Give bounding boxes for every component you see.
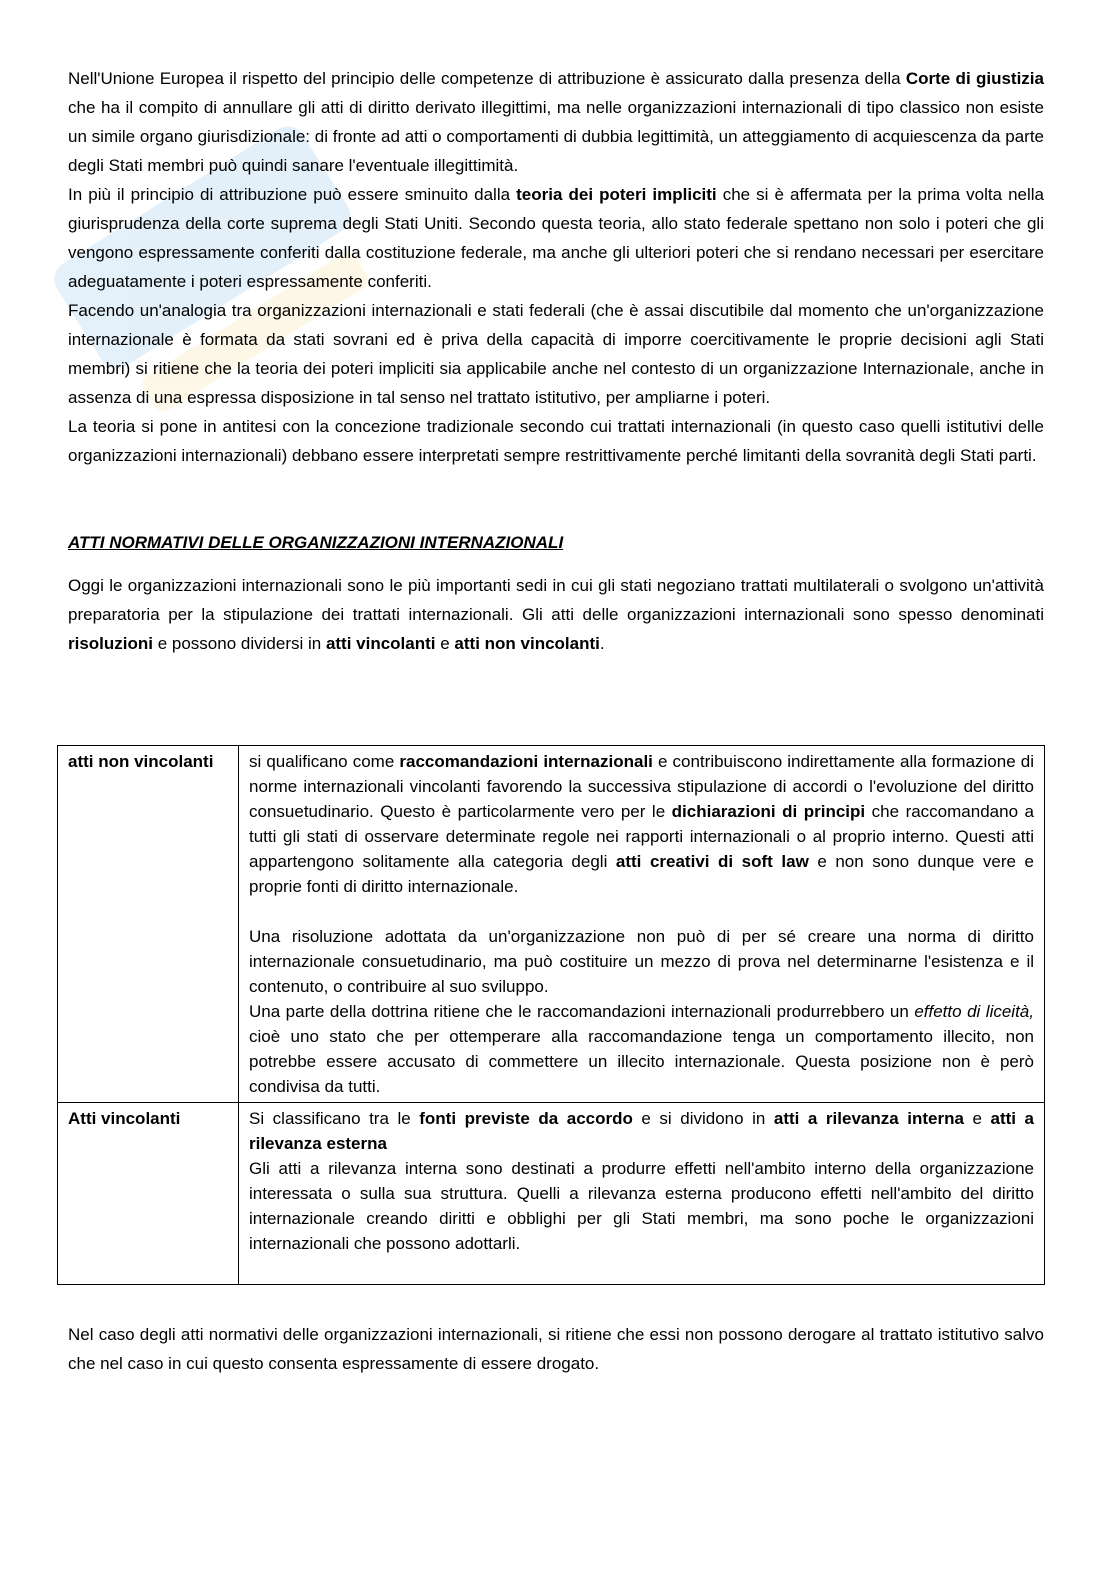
section-heading: ATTI NORMATIVI DELLE ORGANIZZAZIONI INTERNAZIONALI bbox=[68, 533, 564, 552]
paragraph-poteri-impliciti: In più il principio di attribuzione può essere sminuito dalla teoria dei poteri impliciti che si è affermata per la prima volta nella giurisprudenza della corte suprema degli Stati Uniti. Secondo questa teoria, allo stato federale spettano non solo i poteri che gli vengono espressamente conferiti dalla costituzione federale, ma anche gli ulteriori poteri che si rendano necessari per esercitare adeguatamente i poteri espressamente conferiti. bbox=[68, 185, 1045, 291]
cell-paragraph: Una risoluzione adottata da un'organizzazione non può di per sé creare una norma di diritto internazionale consuetudinario, ma può costituire un mezzo di prova nel determinarne l'esistenza e il contenuto, o contribuire al suo sviluppo. bbox=[249, 927, 1034, 996]
paragraph-analogia: Facendo un'analogia tra organizzazioni internazionali e stati federali (che è assai discutibile dal momento che un'organizzazione internazionale è formata da stati sovrani ed è priva della capacità di imporre coercitivamente le proprie decisioni agli Stati membri) si ritiene che la teoria dei poteri impliciti sia applicabile anche nel contesto di un organizzazione Internazionale, anche in assenza di una espressa disposizione in tal senso nel trattato istitutivo, per ampliarne i poteri. bbox=[68, 301, 1044, 407]
cell-paragraph: Si classificano tra le fonti previste da accordo e si dividono in atti a rilevanza interna e atti a rilevanza esterna bbox=[249, 1109, 1034, 1153]
closing-paragraph: Nel caso degli atti normativi delle organizzazioni internazionali, si ritiene che essi non possono derogare al trattato istitutivo salvo che nel caso in cui questo consenta espressamente di essere drogato. bbox=[68, 1325, 1044, 1373]
section-intro: Oggi le organizzazioni internazionali sono le più importanti sedi in cui gli stati negoziano trattati multilaterali o svolgono un'attività preparatoria per la stipulazione dei trattati internazionali. Gli atti delle organizzazioni internazionali sono spesso denominati risoluzioni e possono dividersi in atti vincolanti e atti non vincolanti. bbox=[68, 576, 1044, 653]
row-label-non-vincolanti: atti non vincolanti bbox=[58, 746, 239, 1103]
paragraph-corte-giustizia: Nell'Unione Europea il rispetto del principio delle competenze di attribuzione è assicurato dalla presenza della Corte di giustizia che ha il compito di annullare gli atti di diritto derivato illegittimi, ma nelle organizzazioni internazionali di tipo classico non esiste un simile organo giurisdizionale: di fronte ad atti o comportamenti di dubbia legittimità, un atteggiamento di acquiescenza da parte degli Stati membri può quindi sanare l'eventuale illegittimità. bbox=[68, 69, 1044, 175]
acts-table bbox=[57, 745, 1045, 1285]
table-row bbox=[58, 1103, 1045, 1285]
cell-paragraph: Una parte della dottrina ritiene che le raccomandazioni internazionali produrrebbero un effetto di liceità, cioè uno stato che per ottemperare alla raccomandazione tenga un comportamento illecito, non potrebbe essere accusato di commettere un illecito internazionale. Questa posizione non è però condivisa da tutti. bbox=[249, 1002, 1034, 1096]
cell-paragraph: si qualificano come raccomandazioni internazionali e contribuiscono indirettamente alla formazione di norme internazionali vincolanti favorendo la successiva stipulazione di accordi o l'evoluzione del diritto consuetudinario. Questo è particolarmente vero per le dichiarazioni di principi che raccomandano a tutti gli stati di osservare determinate regole nei rapporti internazionali o al proprio interno. Questi atti appartengono solitamente alla categoria degli atti creativi di soft law e non sono dunque vere e proprie fonti di diritto internazionale. bbox=[249, 752, 1034, 896]
paragraph-antitesi: La teoria si pone in antitesi con la concezione tradizionale secondo cui trattati internazionali (in questo caso quelli istitutivi delle organizzazioni internazionali) debbano essere interpretati sempre restrittivamente perché limitanti della sovranità degli Stati parti. bbox=[68, 417, 1044, 465]
cell-paragraph: Gli atti a rilevanza interna sono destinati a produrre effetti nell'ambito interno della organizzazione interessata o sulla sua struttura. Quelli a rilevanza esterna producono effetti nell'ambito del diritto internazionale creando diritti e obblighi per gli Stati membri, ma sono poche le organizzazioni internazionali che possono adottarli. bbox=[249, 1159, 1034, 1253]
row-label-vincolanti: Atti vincolanti bbox=[58, 1103, 239, 1285]
row-content-vincolanti bbox=[239, 1103, 1045, 1285]
row-content-non-vincolanti bbox=[239, 746, 1045, 1103]
table-row bbox=[58, 746, 1045, 1103]
